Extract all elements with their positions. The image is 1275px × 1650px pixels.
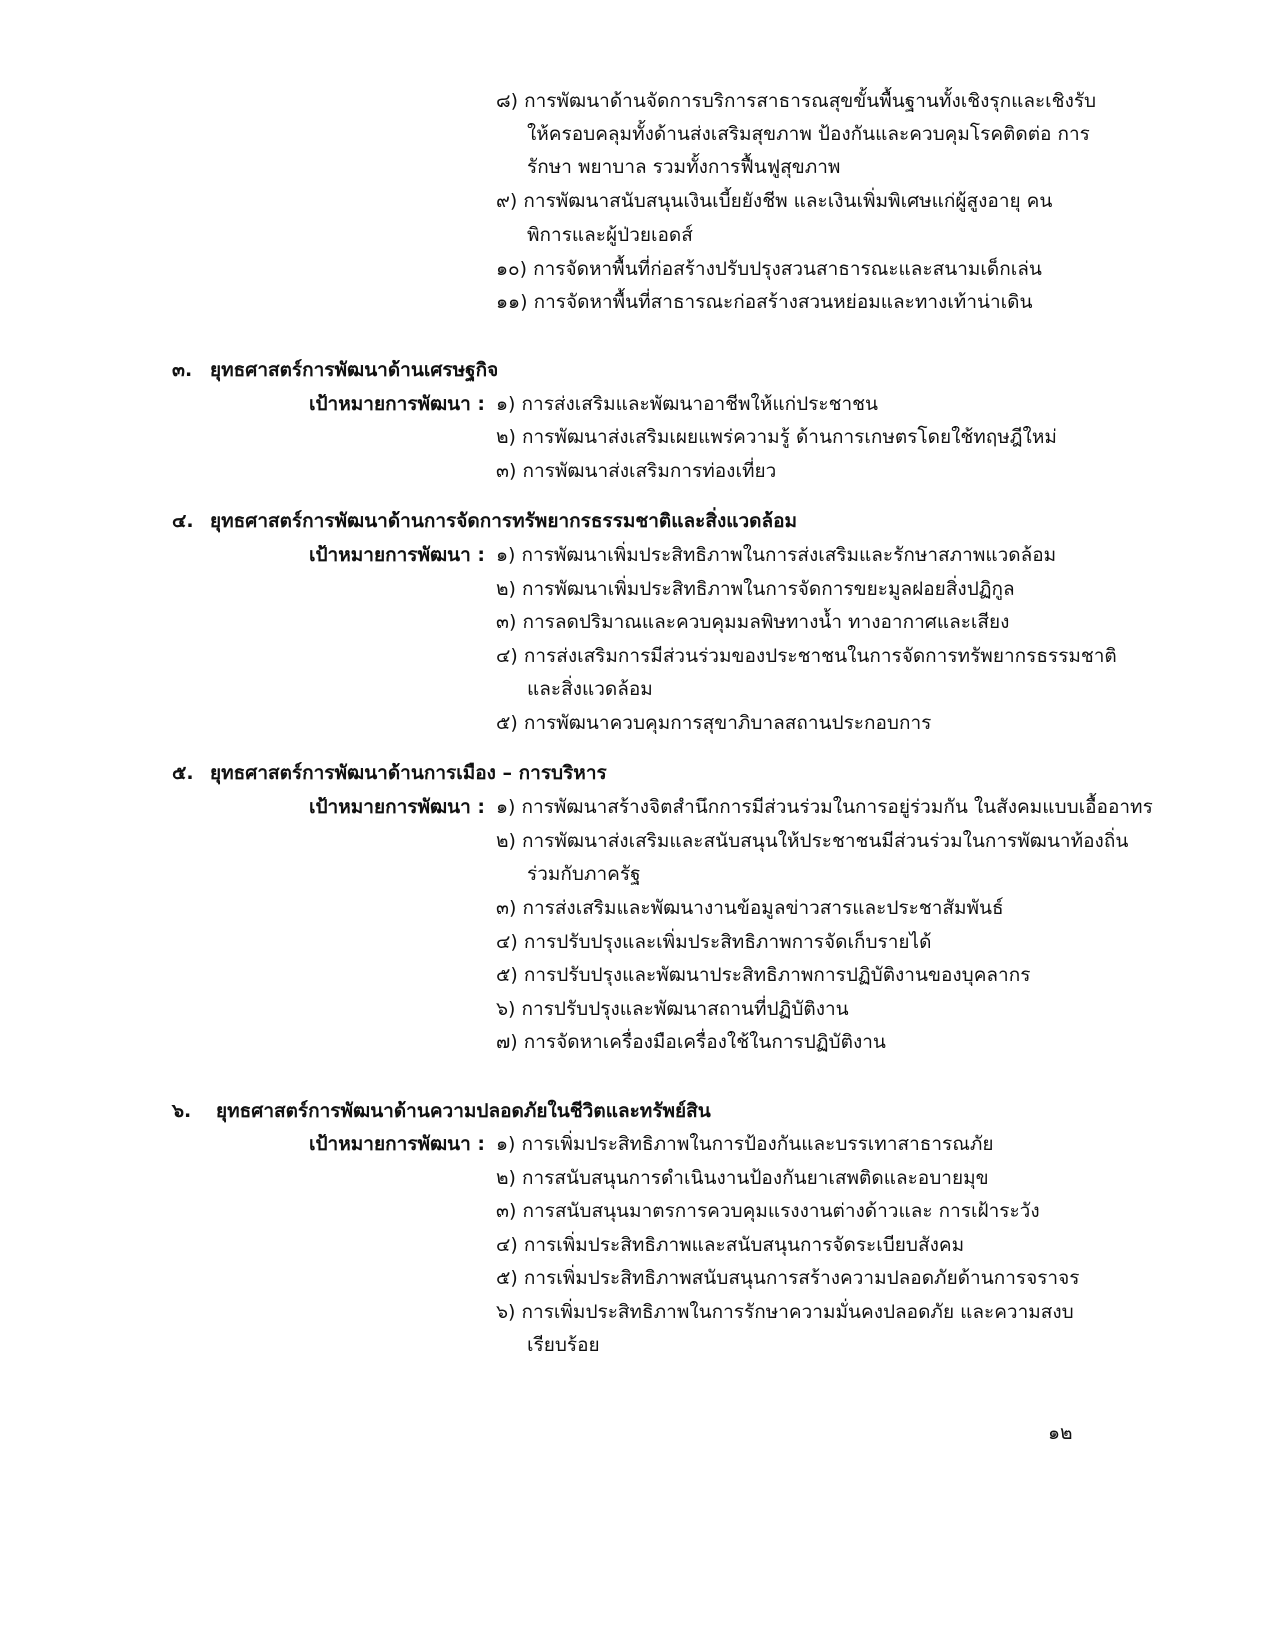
item-number: ๑๑) — [496, 291, 528, 313]
section-title: ยุทธศาสตร์การพัฒนาด้านเศรษฐกิจ — [210, 359, 499, 381]
item-number: ๔) — [496, 645, 518, 667]
item-text: การพัฒนาสนับสนุนเงินเบี้ยยังชีพ และเงินเพิ่มพิเศษแก่ผู้สูงอายุ คน — [523, 190, 1053, 212]
item-number: ๓) — [496, 1200, 517, 1222]
item-text: การส่งเสริมและพัฒนาอาชีพให้แก่ประชาชน — [521, 393, 879, 415]
item-text: การพัฒนาควบคุมการสุขาภิบาลสถานประกอบการ — [523, 712, 932, 734]
list-item — [496, 794, 1153, 820]
item-number: ๕) — [496, 1267, 518, 1289]
item-number: ๓) — [496, 897, 517, 919]
item-number: ๒) — [496, 830, 516, 852]
goal-label: เป้าหมายการพัฒนา : — [309, 393, 486, 415]
list-item — [496, 609, 1009, 635]
section-title: ยุทธศาสตร์การพัฒนาด้านการจัดการทรัพยากรธรรมชาติและสิ่งแวดล้อม — [210, 510, 798, 532]
list-item — [496, 710, 931, 736]
list-item — [496, 1198, 1040, 1224]
item-text: การพัฒนาส่งเสริมเผยแพร่ความรู้ ด้านการเกษตรโดยใช้ทฤษฎีใหม่ — [521, 426, 1057, 448]
item-text: การส่งเสริมการมีส่วนร่วมของประชาชนในการจัดการทรัพยากรธรรมชาติ — [523, 645, 1117, 667]
item-number: ๔) — [496, 1234, 518, 1256]
item-text: การจัดหาพื้นที่สาธารณะก่อสร้างสวนหย่อมและทางเท้าน่าเดิน — [533, 291, 1033, 313]
item-text: การพัฒนาเพิ่มประสิทธิภาพในการจัดการขยะมูลฝอยสิ่งปฏิกูล — [521, 578, 1015, 600]
list-item — [496, 1265, 1079, 1291]
section-number: ๓. — [172, 359, 193, 381]
item-text: การพัฒนาด้านจัดการบริการสาธารณสุขขั้นพื้นฐานทั้งเชิงรุกและเชิงรับ — [524, 90, 1097, 112]
item-text-continuation: ร่วมกับภาครัฐ — [527, 863, 641, 885]
goal-label: เป้าหมายการพัฒนา : — [309, 544, 486, 566]
section-title: ยุทธศาสตร์การพัฒนาด้านการเมือง – การบริหาร — [210, 762, 607, 784]
item-number: ๗) — [496, 1031, 518, 1053]
section-title: ยุทธศาสตร์การพัฒนาด้านความปลอดภัยในชีวิตและทรัพย์สิน — [216, 1100, 711, 1122]
list-item — [496, 576, 1015, 602]
item-number: ๘) — [496, 90, 519, 112]
item-text: การพัฒนาส่งเสริมและสนับสนุนให้ประชาชนมีส่วนร่วมในการพัฒนาท้องถิ่น — [521, 830, 1129, 852]
list-item — [496, 996, 849, 1022]
item-number: ๙) — [496, 190, 518, 212]
item-text: การเพิ่มประสิทธิภาพในการป้องกันและบรรเทาสาธารณภัย — [521, 1133, 994, 1155]
item-number: ๔) — [496, 931, 518, 953]
item-number: ๓) — [496, 460, 517, 482]
list-item — [496, 1131, 994, 1157]
item-text-continuation: พิการและผู้ป่วยเอดส์ — [527, 224, 693, 246]
goal-label: เป้าหมายการพัฒนา : — [309, 796, 486, 818]
list-item — [496, 895, 1004, 921]
item-number: ๖) — [496, 1301, 516, 1323]
list-item — [496, 458, 776, 484]
page-number: ๑๒ — [1048, 1422, 1073, 1444]
item-text-continuation: รักษา พยาบาล รวมทั้งการฟื้นฟูสุขภาพ — [527, 156, 841, 178]
list-item — [496, 929, 931, 955]
list-item — [496, 1299, 1074, 1325]
item-number: ๕) — [496, 964, 518, 986]
list-item — [496, 289, 1032, 315]
item-number: ๒) — [496, 426, 516, 448]
goal-label: เป้าหมายการพัฒนา : — [309, 1133, 486, 1155]
item-text: การสนับสนุนการดำเนินงานป้องกันยาเสพติดและอบายมุข — [521, 1167, 989, 1189]
list-item — [496, 828, 1128, 854]
list-item — [496, 1165, 989, 1191]
item-text: การเพิ่มประสิทธิภาพในการรักษาความมั่นคงปลอดภัย และความสงบ — [521, 1301, 1074, 1323]
item-number: ๕) — [496, 712, 518, 734]
section-number: ๖. — [172, 1100, 192, 1122]
list-item — [496, 391, 878, 417]
list-item — [496, 542, 1056, 568]
section-number: ๕. — [172, 762, 194, 784]
item-text: การจัดหาเครื่องมือเครื่องใช้ในการปฏิบัติงาน — [523, 1031, 886, 1053]
item-text: การพัฒนาเพิ่มประสิทธิภาพในการส่งเสริมและรักษาสภาพแวดล้อม — [521, 544, 1057, 566]
item-number: ๖) — [496, 998, 516, 1020]
item-number: ๑๐) — [496, 258, 528, 280]
item-text-continuation: เรียบร้อย — [527, 1334, 600, 1356]
item-text: การลดปริมาณและควบคุมมลพิษทางน้ำ ทางอากาศและเสียง — [522, 611, 1010, 633]
item-text: การส่งเสริมและพัฒนางานข้อมูลข่าวสารและประชาสัมพันธ์ — [522, 897, 1004, 919]
item-text: การเพิ่มประสิทธิภาพสนับสนุนการสร้างความปลอดภัยด้านการจราจร — [523, 1267, 1080, 1289]
item-number: ๓) — [496, 611, 517, 633]
list-item — [496, 643, 1117, 669]
list-item — [496, 188, 1052, 214]
item-text: การปรับปรุงและพัฒนาสถานที่ปฏิบัติงาน — [521, 998, 849, 1020]
list-item — [496, 1232, 964, 1258]
item-number: ๑) — [496, 544, 516, 566]
list-item — [496, 1029, 886, 1055]
list-item — [496, 962, 1030, 988]
item-text: การปรับปรุงและพัฒนาประสิทธิภาพการปฏิบัติงานของบุคลากร — [523, 964, 1031, 986]
item-text: การเพิ่มประสิทธิภาพและสนับสนุนการจัดระเบียบสังคม — [523, 1234, 965, 1256]
item-text: การจัดหาพื้นที่ก่อสร้างปรับปรุงสวนสาธารณะและสนามเด็กเล่น — [533, 258, 1042, 280]
item-text: การพัฒนาสร้างจิตสำนึกการมีส่วนร่วมในการอยู่ร่วมกัน ในสังคมแบบเอื้ออาทร — [521, 796, 1153, 818]
item-text: การสนับสนุนมาตรการควบคุมแรงงานต่างด้าวและ การเฝ้าระวัง — [522, 1200, 1040, 1222]
item-number: ๑) — [496, 796, 516, 818]
item-number: ๑) — [496, 393, 516, 415]
item-number: ๒) — [496, 1167, 516, 1189]
section-number: ๔. — [172, 510, 194, 532]
item-number: ๒) — [496, 578, 516, 600]
list-item — [496, 256, 1042, 282]
item-number: ๑) — [496, 1133, 516, 1155]
item-text-continuation: ให้ครอบคลุมทั้งด้านส่งเสริมสุขภาพ ป้องกันและควบคุมโรคติดต่อ การ — [527, 123, 1090, 145]
item-text-continuation: และสิ่งแวดล้อม — [527, 678, 653, 700]
item-text: การปรับปรุงและเพิ่มประสิทธิภาพการจัดเก็บรายได้ — [523, 931, 932, 953]
item-text: การพัฒนาส่งเสริมการท่องเที่ยว — [522, 460, 777, 482]
list-item — [496, 424, 1057, 450]
list-item — [496, 88, 1096, 114]
